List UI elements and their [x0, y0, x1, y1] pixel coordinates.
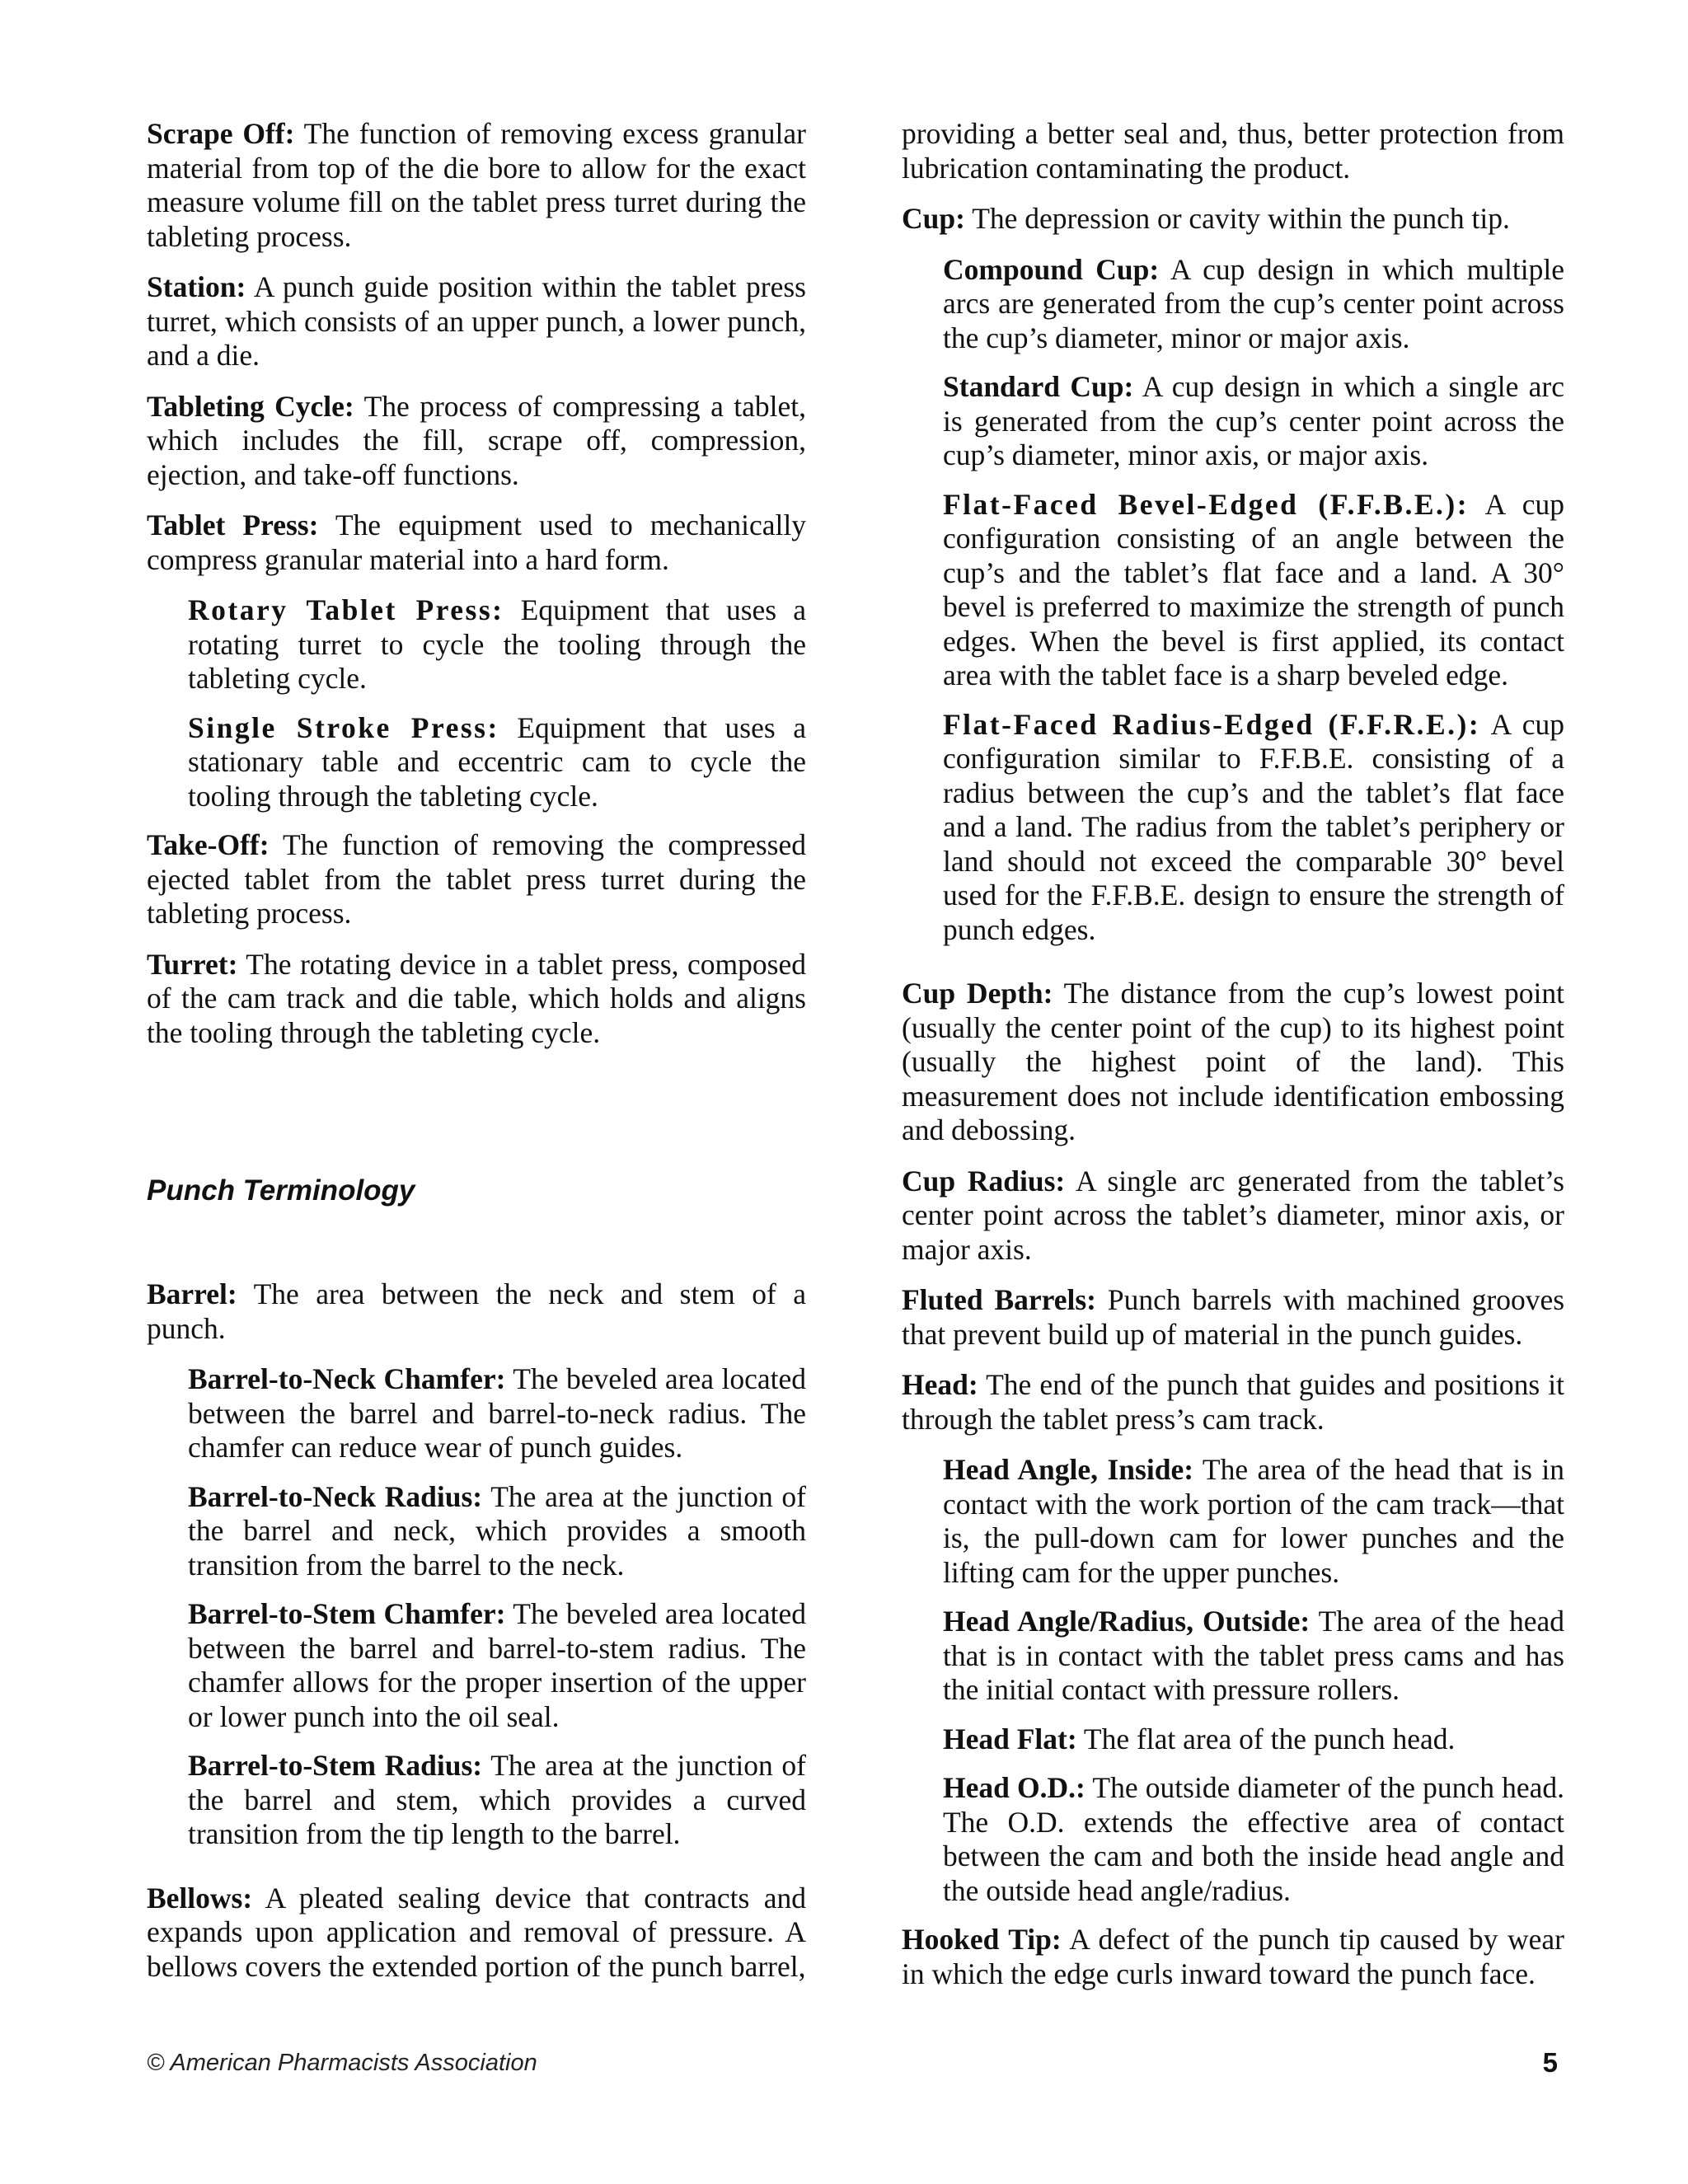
term: Scrape Off:	[147, 117, 295, 150]
term: Compound Cup:	[943, 252, 1160, 286]
term: Bellows:	[147, 1881, 253, 1915]
definition: A cup configuration similar to F.F.B.E. consisting of a radius between the cup’s and the tablet’s flat face and a land. The radius from the tablet’s periphery or land should not exceed the comparable 30° bevel used for the F.F.B.E. design to ensure the strength of punch edges.	[943, 707, 1565, 946]
definition: The beveled area located between the barrel and barrel-to-neck radius. The chamfer can reduce wear of punch guides.	[188, 1362, 806, 1464]
definition: The area at the junction of the barrel and neck, which provides a smooth transition from the barrel to the neck.	[188, 1479, 806, 1582]
page-number: 5	[1542, 2047, 1558, 2078]
term: Barrel-to-Stem Radius:	[188, 1749, 483, 1782]
glossary-entry-standard-cup	[943, 370, 1564, 473]
glossary-entry-head-flat	[943, 1722, 1564, 1757]
glossary-entry-ffre	[943, 708, 1564, 948]
term: Tableting Cycle:	[147, 389, 354, 423]
glossary-entry-cup-depth	[902, 977, 1564, 1148]
term: Head Flat:	[943, 1722, 1077, 1755]
glossary-entry-scrape-off	[147, 117, 806, 254]
term: Standard Cup:	[943, 370, 1134, 403]
term: Cup:	[902, 202, 965, 235]
definition: The equipment used to mechanically compress granular material into a hard form.	[147, 509, 807, 576]
term: Cup Radius:	[902, 1164, 1066, 1197]
glossary-entry-cup	[902, 202, 1564, 237]
definition: Punch barrels with machined grooves that prevent build up of material in the punch guides.	[902, 1283, 1565, 1351]
term: Flat-Faced Bevel-Edged (F.F.B.E.):	[943, 487, 1470, 521]
glossary-entry-fluted-barrels	[902, 1283, 1564, 1352]
term: Head:	[902, 1368, 978, 1401]
definition: A cup design in which a single arc is generated from the cup’s center point across the cup’s diameter, minor axis, or major axis.	[943, 370, 1564, 471]
term: Fluted Barrels:	[902, 1283, 1097, 1316]
glossary-entry-rotary-tablet-press	[188, 593, 806, 696]
definition: A cup configuration consisting of an angle between the cup’s and the tablet’s flat face and a land. A 30° bevel is preferred to maximize the strength of punch edges. When the bevel is first applied, its contact area with the tablet face is a sharp beveled edge.	[943, 487, 1565, 691]
glossary-entry-barrel-neck-radius	[188, 1480, 806, 1583]
glossary-entry-tablet-press	[147, 509, 806, 577]
term: Barrel-to-Stem Chamfer:	[188, 1597, 506, 1630]
glossary-entry-single-stroke-press	[188, 711, 806, 814]
definition: The area at the junction of the barrel and stem, which provides a curved transition from the tip length to the barrel.	[188, 1749, 806, 1850]
definition: The end of the punch that guides and positions it through the tablet press’s cam track.	[902, 1368, 1565, 1436]
term: Head Angle, Inside:	[943, 1453, 1194, 1486]
glossary-entry-head	[902, 1368, 1564, 1436]
definition: The distance from the cup’s lowest point (usually the center point of the cup) to its highest point (usually the highest point of the land). This measurement does not include identification embossing and debossing.	[902, 977, 1564, 1146]
definition: The function of removing excess granular material from top of the die bore to allow for the exact measure volume fill on the tablet press turret during the tableting process.	[147, 117, 806, 253]
glossary-entry-barrel	[147, 1277, 806, 1346]
term: Station:	[147, 270, 246, 303]
glossary-entry-bellows-continued: providing a better seal and, thus, better protection from lubrication contaminating the product.	[902, 117, 1564, 185]
glossary-entry-head-angle-outside	[943, 1605, 1564, 1708]
definition: The area of the head that is in contact with the work portion of the cam track—that is, the pull-down cam for lower punches and the lifting cam for the upper punches.	[943, 1453, 1564, 1589]
term: Single Stroke Press:	[188, 710, 499, 744]
term: Turret:	[147, 947, 238, 981]
definition: The beveled area located between the barrel and barrel-to-stem radius. The chamfer allows for the proper insertion of the upper or lower punch into the oil seal.	[188, 1597, 806, 1733]
glossary-entry-hooked-tip	[902, 1923, 1564, 1991]
footer-copyright: © American Pharmacists Association	[147, 2050, 537, 2076]
term: Barrel-to-Neck Radius:	[188, 1479, 483, 1513]
term: Barrel:	[147, 1277, 237, 1310]
definition: A punch guide position within the tablet press turret, which consists of an upper punch, a lower punch, and a die.	[147, 270, 806, 372]
term: Flat-Faced Radius-Edged (F.F.R.E.):	[943, 707, 1481, 741]
definition: Equipment that uses a stationary table and eccentric cam to cycle the tooling through the tableting cycle.	[188, 710, 806, 813]
definition: The rotating device in a tablet press, composed of the cam track and die table, which holds and aligns the tooling through the tableting cycle.	[147, 947, 806, 1049]
glossary-entry-ffbe	[943, 488, 1564, 693]
definition: A pleated sealing device that contracts and expands upon application and removal of pressure. A bellows covers the extended portion of the punch barrel,	[147, 1881, 807, 1983]
glossary-entry-barrel-stem-chamfer	[188, 1597, 806, 1734]
glossary-entry-cup-radius	[902, 1165, 1564, 1268]
definition: Equipment that uses a rotating turret to cycle the tooling through the tableting cycle.	[188, 593, 806, 695]
glossary-entry-take-off	[147, 828, 806, 931]
term: Cup Depth:	[902, 977, 1053, 1010]
term: Head O.D.:	[943, 1771, 1085, 1804]
right-column	[902, 117, 1564, 2008]
term: Head Angle/Radius, Outside:	[943, 1605, 1311, 1638]
glossary-entry-turret	[147, 948, 806, 1051]
left-column	[147, 117, 806, 2000]
definition: The depression or cavity within the punch tip.	[972, 202, 1510, 235]
term: Hooked Tip:	[902, 1923, 1062, 1956]
glossary-entry-barrel-stem-radius	[188, 1749, 806, 1852]
glossary-entry-head-angle-inside	[943, 1453, 1564, 1590]
definition: The outside diameter of the punch head. The O.D. extends the effective area of contact between the cam and both the inside head angle and the outside head angle/radius.	[943, 1771, 1565, 1907]
glossary-entry-compound-cup	[943, 253, 1564, 356]
glossary-entry-head-od	[943, 1771, 1564, 1908]
definition: The area between the neck and stem of a punch.	[147, 1277, 806, 1345]
term: Rotary Tablet Press:	[188, 593, 504, 626]
section-title: Punch Terminology	[147, 1174, 415, 1207]
term: Take-Off:	[147, 828, 270, 861]
term: Barrel-to-Neck Chamfer:	[188, 1362, 506, 1395]
glossary-entry-tableting-cycle	[147, 390, 806, 493]
definition: A defect of the punch tip caused by wear in which the edge curls inward toward the punch face.	[902, 1923, 1564, 1990]
glossary-entry-station	[147, 270, 806, 373]
glossary-entry-barrel-neck-chamfer	[188, 1362, 806, 1465]
definition: The area of the head that is in contact with the tablet press cams and has the initial contact with pressure rollers.	[943, 1605, 1564, 1706]
term: Tablet Press:	[147, 509, 319, 541]
definition: A single arc generated from the tablet’s center point across the tablet’s diameter, minor axis, or major axis.	[902, 1164, 1564, 1266]
definition: The flat area of the punch head.	[1083, 1722, 1456, 1755]
definition: A cup design in which multiple arcs are generated from the cup’s center point across the cup’s diameter, minor or major axis.	[943, 252, 1564, 354]
definition: The function of removing the compressed ejected tablet from the tablet press turret during the tableting process.	[147, 828, 807, 930]
glossary-entry-bellows	[147, 1882, 806, 1985]
definition: The process of compressing a tablet, which includes the fill, scrape off, compression, ejection, and take-off functions.	[147, 389, 807, 491]
